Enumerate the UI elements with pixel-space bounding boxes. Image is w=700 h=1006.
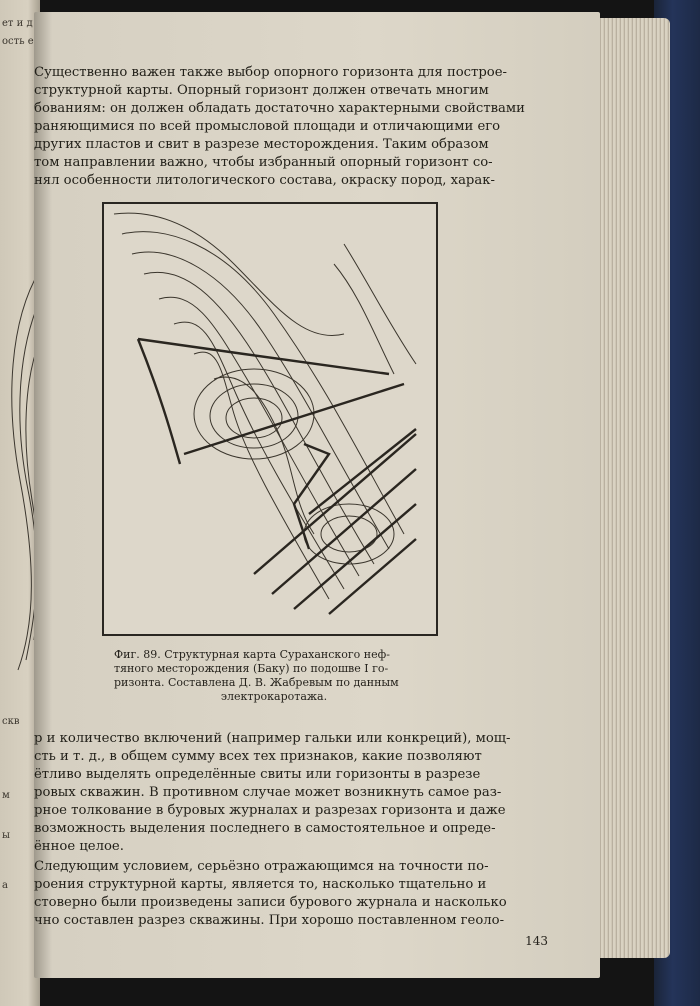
left-page-fragment: ы <box>2 830 10 841</box>
text-line: Существенно важен также выбор опорного горизонта для построе- <box>34 65 507 80</box>
figure-caption <box>114 648 434 704</box>
left-page-fragment: м <box>2 790 10 801</box>
paragraph-bottom <box>34 858 582 930</box>
left-page-fragment: ет и д <box>2 18 33 29</box>
text-line: возможность выделения последнего в самостоятельное и опреде- <box>34 821 496 836</box>
paragraph-middle <box>34 730 582 856</box>
book-page <box>34 12 600 978</box>
paragraph-top <box>34 64 582 190</box>
text-line: рное толкование в буровых журналах и разрезах горизонта и даже <box>34 803 506 818</box>
structural-map-figure <box>102 202 438 636</box>
text-line: раняющимися по всей промысловой площади и отличающими его <box>34 119 501 134</box>
text-line: нял особенности литологического состава, окраску пород, харак- <box>34 173 495 188</box>
text-line: Следующим условием, серьёзно отражающимся на точности по- <box>34 859 489 874</box>
text-line: чно составлен разрез скважины. При хорошо поставленном геоло- <box>34 913 505 928</box>
text-line: ровых скважин. В противном случае может возникнуть самое раз- <box>34 785 502 800</box>
caption-line: электрокаротажа. <box>220 690 328 703</box>
caption-line: ризонта. Составлена Д. В. Жабревым по данным <box>114 676 399 689</box>
caption-line: тяного месторождения (Баку) по подошве I го- <box>114 662 389 675</box>
left-page-fragment: а <box>2 880 8 891</box>
text-line: структурной карты. Опорный горизонт должен отвечать многим <box>34 83 489 98</box>
text-line: роения структурной карты, является то, насколько тщательно и <box>34 877 487 892</box>
text-line: р и количество включений (например гальки или конкреций), мощ- <box>34 731 511 746</box>
text-line: ётливо выделять определённые свиты или горизонты в разрезе <box>34 767 481 782</box>
left-page-fragment: скв <box>2 716 20 727</box>
page-number: 143 <box>525 934 548 948</box>
contour-map-drawing <box>104 204 436 634</box>
text-line: бованиям: он должен обладать достаточно характерными свойствами <box>34 101 525 116</box>
text-line: стоверно были произведены записи бурового журнала и насколько <box>34 895 507 910</box>
text-line: других пластов и свит в разрезе месторождения. Таким образом <box>34 137 489 152</box>
caption-line: Фиг. 89. Структурная карта Сураханского неф- <box>114 648 390 661</box>
text-line: том направлении важно, чтобы избранный опорный горизонт со- <box>34 155 493 170</box>
left-page-fragment: ость е <box>2 36 34 47</box>
text-line: сть и т. д., в общем сумму всех тех признаков, какие позволяют <box>34 749 482 764</box>
text-line: ённое целое. <box>34 839 124 854</box>
page-edges <box>596 18 670 958</box>
